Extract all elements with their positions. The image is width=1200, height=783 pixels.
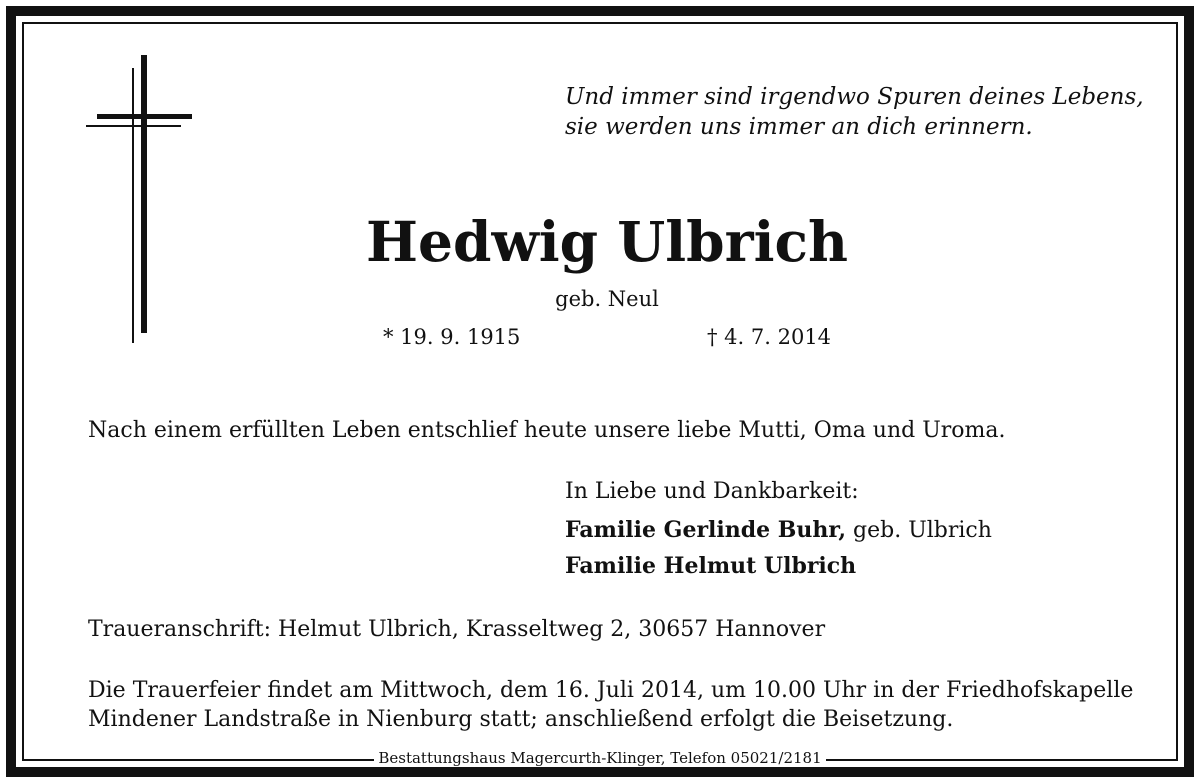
motto-line-2: sie werden uns immer an dich erinnern.: [565, 114, 1033, 140]
birth-date: * 19. 9. 1915: [383, 325, 521, 349]
mourner-family-1: [565, 515, 992, 546]
service-line-2: Mindener Landstraße in Nienburg statt; anschließend erfolgt die Beisetzung.: [88, 707, 954, 732]
announcement-text: Nach einem erfüllten Leben entschlief heute unsere liebe Mutti, Oma und Uroma.: [88, 418, 1006, 443]
funeral-home-text: Bestattungshaus Magercurth-Klinger, Telefon 05021/2181: [374, 749, 825, 767]
mourner-family-2: Familie Helmut Ulbrich: [565, 553, 857, 579]
funeral-service-info: [88, 676, 1133, 734]
service-line-1: Die Trauerfeier findet am Mittwoch, dem 16. Juli 2014, um 10.00 Uhr in der Friedhofskapelle: [88, 678, 1134, 703]
mourner-family-1-suffix: geb. Ulbrich: [846, 518, 992, 543]
mourning-address: Traueranschrift: Helmut Ulbrich, Krasseltweg 2, 30657 Hannover: [88, 617, 826, 642]
motto-quote: [565, 82, 1144, 142]
motto-line-1: Und immer sind irgendwo Spuren deines Lebens,: [565, 84, 1144, 110]
funeral-home-credit: [0, 748, 1200, 768]
cross-horizontal-thick: [97, 114, 192, 119]
deceased-name: Hedwig Ulbrich: [366, 209, 848, 274]
mourner-family-1-name: Familie Gerlinde Buhr,: [565, 517, 847, 543]
maiden-name: geb. Neul: [555, 287, 659, 311]
death-date: † 4. 7. 2014: [707, 325, 832, 349]
cross-horizontal-thin: [86, 125, 181, 127]
gratitude-line: In Liebe und Dankbarkeit:: [565, 479, 859, 504]
